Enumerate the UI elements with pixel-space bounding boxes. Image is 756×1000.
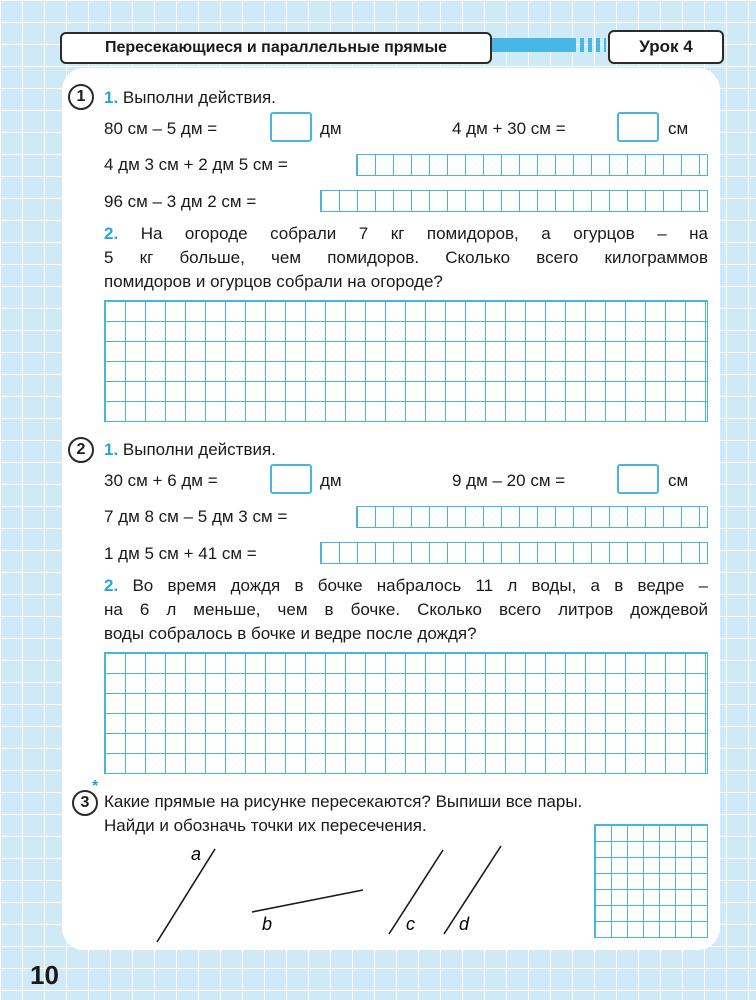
task3-line2: Найди и обозначь точки их пересечения. [104, 816, 427, 835]
line-a-label: a [191, 844, 202, 864]
task-3-badge: 3 [72, 790, 98, 816]
line-d-label: d [459, 914, 470, 934]
v2-task2-line1 [104, 574, 708, 598]
v2-task1-label: 1. [104, 440, 119, 459]
v1-task2-line3: помидоров и огурцов собрали на огороде? [104, 272, 443, 291]
v2-task2-text1: Во время дождя в бочке набралось 11 л воды, а в ведре – [132, 576, 708, 595]
task3-line1: Какие прямые на рисунке пересекаются? Выпиши все пары. [104, 792, 583, 811]
v1-answer-cells-d[interactable] [320, 190, 708, 212]
line-a [157, 849, 215, 942]
page-number: 10 [30, 960, 59, 990]
v2-task1-instruction: Выполни действия. [122, 440, 276, 459]
v1-task1-heading [104, 88, 276, 108]
line-b-label: b [262, 914, 273, 934]
lines-figure [140, 840, 540, 950]
v2-answer-box-a[interactable] [270, 464, 312, 494]
title-decoration-bars [572, 38, 606, 52]
v1-task2-text1: На огороде собрали 7 кг помидоров, а огурцов – на [140, 224, 708, 243]
v1-task1-label: 1. [104, 88, 119, 107]
page-title: Пересекающиеся и параллельные прямые [60, 32, 492, 64]
v2-solution-grid[interactable] [104, 652, 708, 774]
variant-2-badge: 2 [68, 437, 94, 463]
difficulty-star-icon: * [92, 778, 99, 795]
v1-unit-a: дм [320, 119, 342, 138]
v2-expr-c: 7 дм 8 см – 5 дм 3 см = [104, 507, 288, 526]
v1-answer-box-b[interactable] [617, 112, 659, 142]
task3-answer-grid[interactable] [594, 824, 708, 938]
v1-answer-cells-c[interactable] [356, 154, 708, 176]
v2-expr-a: 30 см + 6 дм = [104, 471, 218, 490]
v2-answer-box-b[interactable] [617, 464, 659, 494]
v1-task1-instruction: Выполни действия. [122, 88, 276, 107]
line-d [444, 846, 501, 934]
v1-task2-line1 [104, 222, 708, 246]
line-c [389, 850, 443, 934]
v2-unit-b: см [668, 471, 689, 490]
v1-answer-box-a[interactable] [270, 112, 312, 142]
v1-expr-d: 96 см – 3 дм 2 см = [104, 192, 257, 211]
lesson-label: Урок 4 [608, 30, 724, 64]
variant-1-badge: 1 [68, 84, 94, 110]
line-c-label: c [406, 914, 415, 934]
title-decoration-stripe [492, 38, 572, 52]
v2-answer-cells-c[interactable] [356, 506, 708, 528]
v1-task2-label: 2. [104, 224, 119, 243]
v1-unit-b: см [668, 119, 689, 138]
v2-expr-d: 1 дм 5 см + 41 см = [104, 544, 257, 563]
v1-solution-grid[interactable] [104, 300, 708, 422]
v2-task1-heading [104, 440, 276, 460]
v2-answer-cells-d[interactable] [320, 542, 708, 564]
v2-expr-b: 9 дм – 20 см = [452, 471, 566, 490]
v2-task2-line2: на 6 л меньше, чем в бочке. Сколько всего литров дождевой [104, 600, 708, 619]
line-b [252, 890, 363, 912]
v2-task2-label: 2. [104, 576, 119, 595]
v1-task2-line2: 5 кг больше, чем помидоров. Сколько всего килограммов [104, 248, 708, 267]
v1-expr-c: 4 дм 3 см + 2 дм 5 см = [104, 155, 288, 174]
v2-task2-line3: воды собралось в бочке и ведре после дождя? [104, 624, 477, 643]
v1-expr-b: 4 дм + 30 см = [452, 119, 566, 138]
v2-unit-a: дм [320, 471, 342, 490]
v1-expr-a: 80 см – 5 дм = [104, 119, 218, 138]
